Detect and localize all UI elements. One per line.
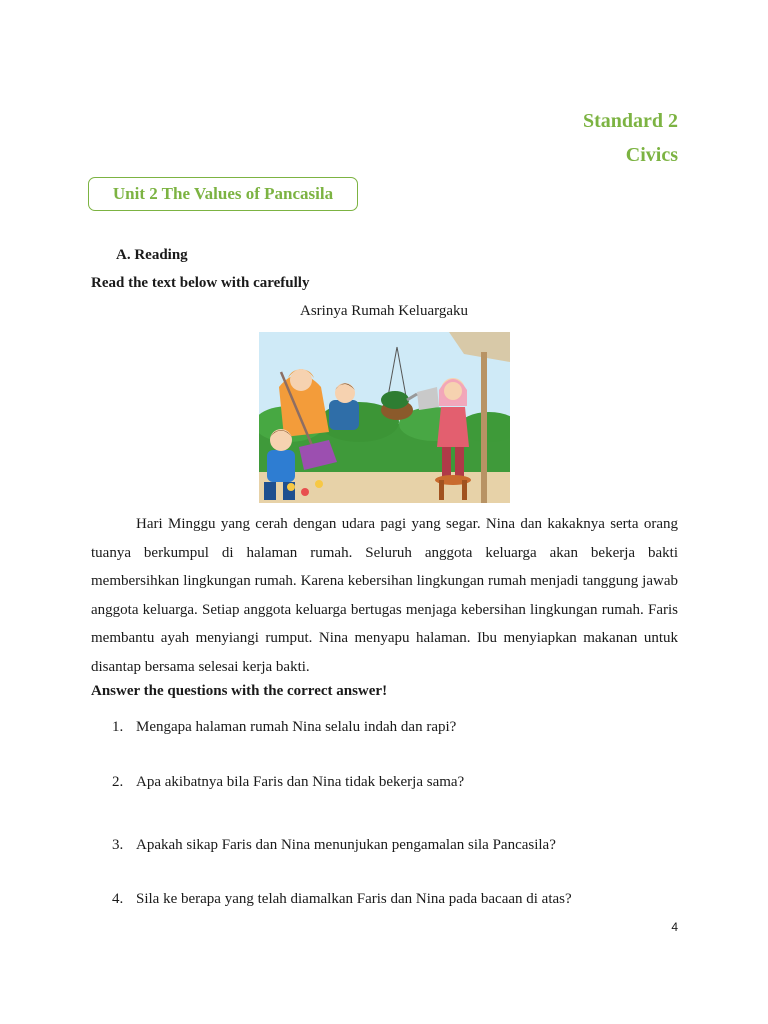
standard-label: Standard 2 (582, 110, 678, 132)
question-number: 2. (112, 774, 124, 790)
question-number: 1. (112, 719, 124, 735)
question-text: Apakah sikap Faris dan Nina menunjukan pengamalan sila Pancasila? (136, 837, 556, 853)
question-item (112, 719, 456, 736)
story-title: Asrinya Rumah Keluargaku (299, 303, 469, 319)
page-number: 4 (671, 920, 678, 934)
question-text: Apa akibatnya bila Faris dan Nina tidak bekerja sama? (136, 774, 465, 790)
family-cleaning-illustration (259, 332, 510, 503)
subject-label: Civics (625, 144, 678, 166)
question-number: 3. (112, 837, 124, 853)
unit-title: Unit 2 The Values of Pancasila (112, 184, 334, 203)
questions-instruction: Answer the questions with the correct answer! (91, 683, 388, 699)
question-text: Sila ke berapa yang telah diamalkan Faris dan Nina pada bacaan di atas? (136, 891, 572, 907)
question-item (112, 774, 464, 791)
reading-instruction: Read the text below with carefully (91, 275, 310, 291)
question-item (112, 837, 556, 854)
question-item (112, 891, 572, 908)
section-heading: A. Reading (116, 247, 188, 263)
story-paragraph: Hari Minggu yang cerah dengan udara pagi yang segar. Nina dan kakaknya serta orang tuanya berkumpul di halaman rumah. Seluruh anggota keluarga akan bekerja bakti membersihkan lingkungan rumah. Karena kebersihan lingkungan rumah menjadi tanggung jawab anggota keluarga. Setiap anggota keluarga bertugas menjaga kebersihan lingkungan rumah. Faris membantu ayah menyiangi rumput. Nina menyapu halaman. Ibu menyiapkan makanan untuk disantap bersama selesai kerja bakti. (91, 516, 678, 675)
question-number: 4. (112, 891, 124, 907)
unit-title-box (88, 177, 358, 211)
question-text: Mengapa halaman rumah Nina selalu indah dan rapi? (136, 719, 457, 735)
